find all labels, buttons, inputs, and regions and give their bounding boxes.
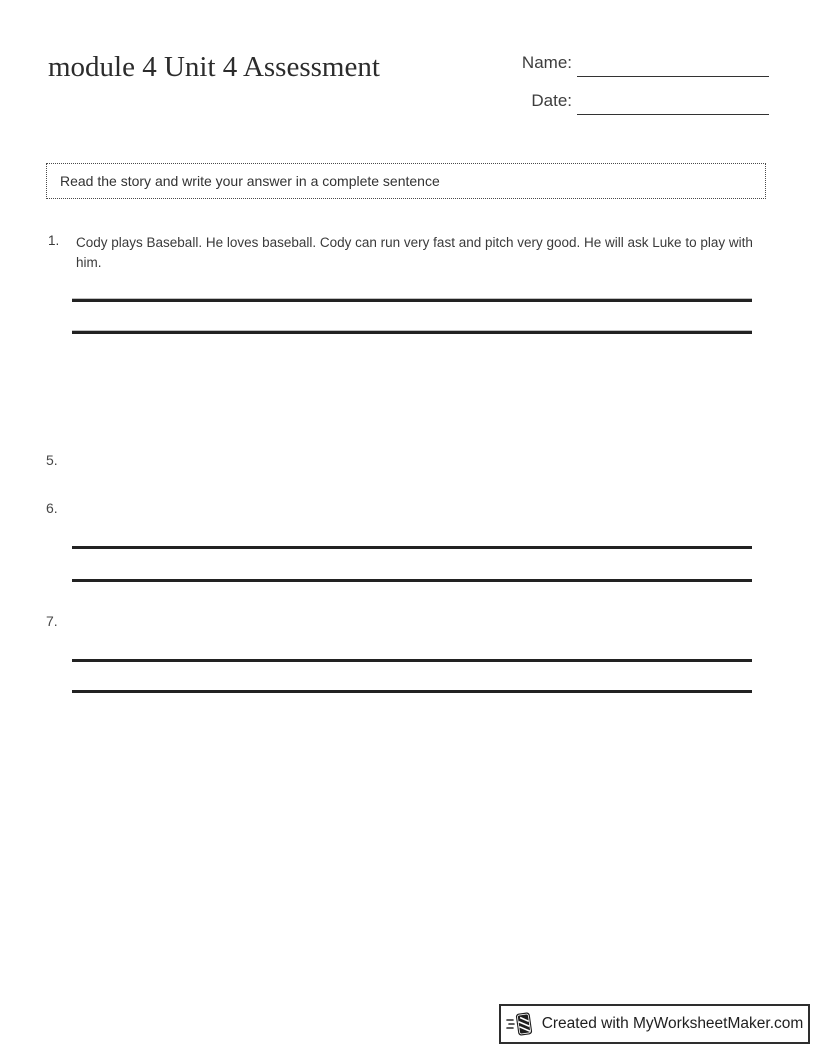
question-5-number: 5. xyxy=(46,452,58,468)
question-6-number: 6. xyxy=(46,500,58,516)
answer-line xyxy=(72,546,752,549)
instruction-box xyxy=(46,163,766,199)
answer-line xyxy=(72,659,752,662)
footer-credit-text: Created with MyWorksheetMaker.com xyxy=(541,1015,804,1032)
date-label: Date: xyxy=(531,91,572,110)
date-blank-line xyxy=(577,114,769,115)
answer-line xyxy=(72,579,752,582)
footer-credit-badge xyxy=(499,1004,810,1044)
name-blank-line xyxy=(577,76,769,77)
instruction-text: Read the story and write your answer in a complete sentence xyxy=(60,173,440,189)
name-label: Name: xyxy=(521,53,572,72)
question-1-text: Cody plays Baseball. He loves baseball. Cody can run very fast and pitch very good. He will ask Luke to play with him. xyxy=(76,235,753,270)
question-1-number: 1. xyxy=(48,233,60,248)
myworksheetmaker-logo-icon xyxy=(506,1011,534,1037)
answer-line xyxy=(72,690,752,693)
question-7-number: 7. xyxy=(46,613,58,629)
page-title: module 4 Unit 4 Assessment xyxy=(48,51,380,83)
answer-line xyxy=(72,298,752,302)
answer-line xyxy=(72,330,752,334)
